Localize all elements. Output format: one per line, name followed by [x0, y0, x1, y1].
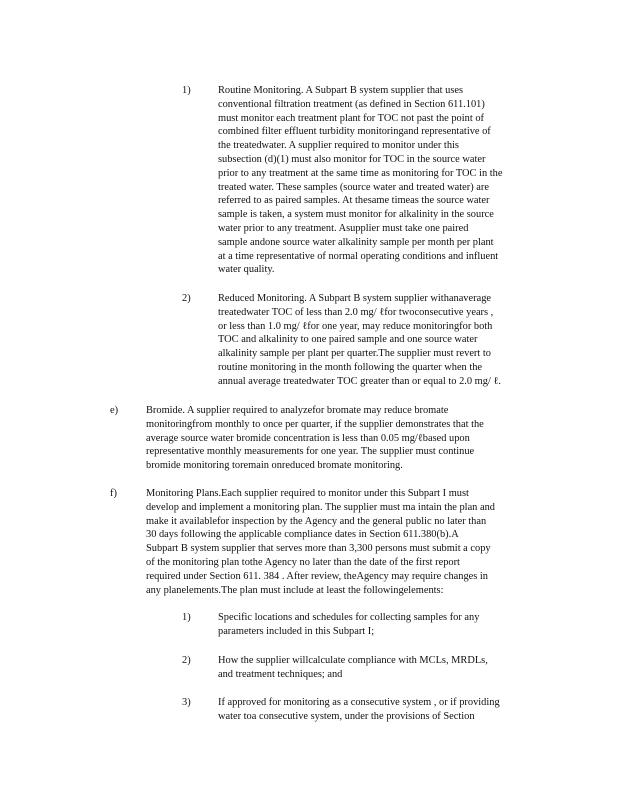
paragraph-bromide [146, 404, 534, 473]
text-line: Reduced Monitoring. A Subpart B system supplier withanaverage [218, 293, 491, 304]
text-line: Bromide. A supplier required to analyzefor bromate may reduce bromate [146, 405, 449, 416]
text-line: If approved for monitoring as a consecutive system , or if providing [218, 697, 500, 708]
text-line: routine monitoring in the month following the quarter when the [218, 361, 483, 373]
text-line: water toa consecutive system, under the provisions of Section [218, 710, 475, 722]
text-line: required under Section 611. 384 . After review, theAgency may require changes in [146, 570, 489, 582]
text-line: any planelements.The plan must include at least the followingelements: [146, 584, 444, 596]
text-line: sample is taken, a system must monitor for alkalinity in the source [218, 209, 494, 221]
text-line: sample andone source water alkalinity sample per month per plant [218, 236, 494, 248]
text-line: combined filter effluent turbidity monitoringand representative of [218, 126, 491, 138]
text-line: TOC and alkalinity to one paired sample and one source water [218, 334, 478, 346]
list-marker: e) [110, 405, 119, 416]
list-marker: 2) [182, 293, 191, 304]
text-line: Routine Monitoring. A Subpart B system supplier that uses [218, 85, 464, 96]
paragraph-monitoring-plans [146, 487, 536, 597]
text-line: average source water bromide concentration is less than 0.05 mg/ℓbased upon [146, 432, 470, 444]
paragraph-reduced-monitoring [218, 292, 543, 389]
list-marker: 3) [182, 697, 191, 708]
text-line: Subpart B system supplier that serves more than 3,300 persons must submit a copy [146, 543, 491, 555]
text-line: prior to any treatment at the same time as monitoring for TOC in the [218, 167, 503, 179]
list-marker: 1) [182, 612, 191, 623]
text-line: Monitoring Plans.Each supplier required to monitor under this Subpart I must [146, 488, 469, 499]
text-line: Specific locations and schedules for collecting samples for any [218, 612, 480, 623]
text-line: make it availablefor inspection by the Agency and the general public no later than [146, 515, 487, 527]
text-line: and treatment techniques; and [218, 668, 343, 680]
text-line: develop and implement a monitoring plan. The supplier must ma intain the plan and [146, 501, 495, 513]
text-line: treated water. These samples (source water and treated water) are [218, 181, 489, 193]
text-line: How the supplier willcalculate compliance with MCLs, MRDLs, [218, 655, 488, 666]
text-line: must monitor each treatment plant for TOC not past the point of [218, 112, 484, 124]
paragraph-plan-element [218, 654, 518, 682]
list-marker: f) [110, 488, 117, 499]
text-line: parameters included in this Subpart I; [218, 625, 375, 637]
text-line: alkalinity sample per plant per quarter.The supplier must revert to [218, 348, 491, 360]
text-line: 30 days following the applicable compliance dates in Section 611.380(b).A [146, 529, 459, 541]
text-line: water quality. [218, 264, 275, 276]
text-line: of the monitoring plan tothe Agency no later than the date of the first report [146, 556, 460, 568]
list-marker: 1) [182, 85, 191, 96]
text-line: or less than 1.0 mg/ ℓfor one year, may reduce monitoringfor both [218, 320, 493, 332]
list-marker: 2) [182, 655, 191, 666]
text-line: referred to as paired samples. At thesame timeas the source water [218, 195, 490, 207]
text-line: at a time representative of normal operating conditions and influent [218, 250, 499, 262]
text-line: subsection (d)(1) must also monitor for TOC in the source water [218, 153, 486, 165]
paragraph-plan-element [218, 696, 530, 724]
text-line: the treatedwater. A supplier required to monitor under this [218, 140, 459, 152]
paragraph-routine-monitoring [218, 84, 543, 277]
paragraph-plan-element [218, 611, 518, 639]
text-line: annual average treatedwater TOC greater than or equal to 2.0 mg/ ℓ. [218, 375, 502, 387]
text-line: treatedwater TOC of less than 2.0 mg/ ℓfor twoconsecutive years , [218, 306, 494, 318]
text-line: monitoringfrom monthly to once per quarter, if the supplier demonstrates that the [146, 418, 484, 430]
text-line: bromide monitoring toremain onreduced bromate monitoring. [146, 460, 403, 472]
text-line: water prior to any treatment. Asupplier must take one paired [218, 222, 469, 234]
text-line: conventional filtration treatment (as defined in Section 611.101) [218, 98, 485, 110]
text-line: representative monthly measurements for one year. The supplier must continue [146, 446, 475, 458]
